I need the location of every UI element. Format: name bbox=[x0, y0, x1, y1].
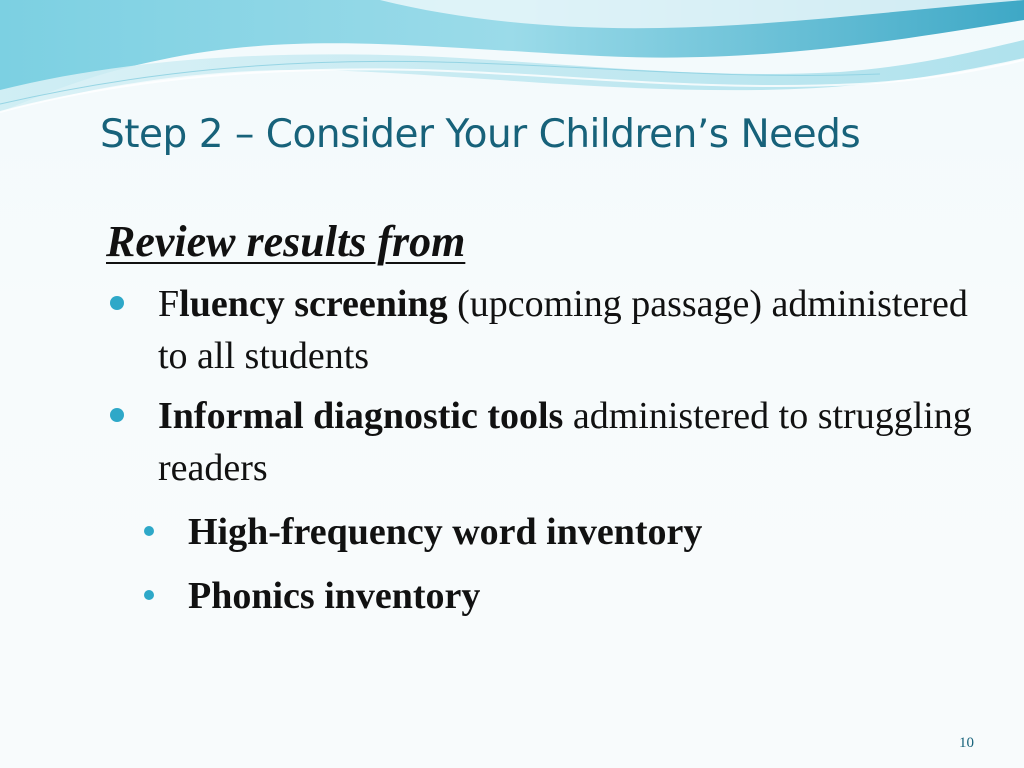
sub-bullet-dot-icon bbox=[144, 526, 154, 536]
bullet-item-fluency bbox=[106, 278, 986, 382]
page-number: 10 bbox=[959, 735, 974, 751]
sub-bullet-item bbox=[136, 506, 986, 558]
sub-bullet-dot-icon bbox=[144, 590, 154, 600]
bullet-dot-icon bbox=[110, 296, 124, 310]
bullet-strong-text: luency screening bbox=[179, 283, 448, 325]
bullet-dot-icon bbox=[110, 408, 124, 422]
sub-bullet-label: High-frequency word inventory bbox=[188, 511, 703, 553]
slide-content bbox=[106, 214, 986, 622]
header-wave-decoration bbox=[0, 0, 1024, 120]
bullet-rest-text: administered to struggling readers bbox=[158, 395, 972, 489]
bullet-item-informal-tools bbox=[106, 390, 986, 494]
lead-heading: Review results from bbox=[106, 217, 466, 266]
sub-bullet-label: Phonics inventory bbox=[188, 575, 481, 617]
sub-bullet-item bbox=[136, 570, 986, 622]
bullet-strong-text: Informal diagnostic tools bbox=[158, 395, 564, 437]
slide-title: Step 2 – Consider Your Children’s Needs bbox=[100, 112, 861, 157]
bullet-prefix: F bbox=[158, 283, 180, 325]
bullet-rest-text: (upcoming passage) administered to all students bbox=[158, 283, 968, 377]
